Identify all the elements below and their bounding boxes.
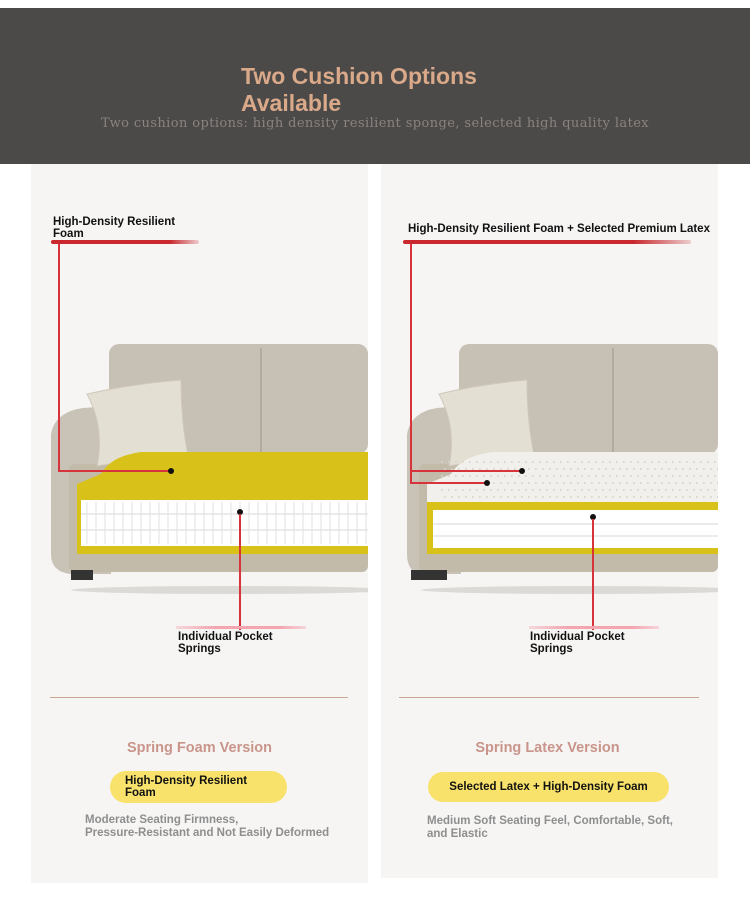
version-title: Spring Foam Version [126,740,273,756]
spring-latex-card [381,164,718,878]
sofa-latex-illustration [381,334,718,594]
foam-callout-dot [168,468,174,474]
banner-title-line2: Available [241,90,342,116]
version-title: Spring Latex Version [475,740,620,756]
desc-line1: Medium Soft Seating Feel, Comfortable, Soft, [427,815,673,827]
desc-line2: and Elastic [427,828,488,840]
foam-callout-underline [51,240,199,244]
latex-callout-vertical [410,244,412,484]
pill-line1: High-Density Resilient [125,775,248,787]
cushion-type-pill [110,771,287,803]
banner-title-line1: Two Cushion Options [241,63,477,89]
cushion-type-pill: Selected Latex + High-Density Foam [428,772,669,802]
spring-foam-card [31,164,368,883]
card-divider [50,697,348,698]
foam-callout-line1: High-Density Resilient [53,216,176,228]
pocket-springs [81,500,368,546]
springs-callout-vertical [239,514,241,630]
sofa-foam-illustration [31,334,368,594]
foam-callout-line2: Foam [53,228,84,240]
foam-callout-label [53,216,175,240]
latex-callout-dot-lower [484,480,490,486]
desc-line2: Pressure-Resistant and Not Easily Deformed [85,827,330,839]
foam-callout-vertical [58,244,60,472]
version-description [427,815,673,841]
pocket-springs [433,510,718,548]
card-divider [399,697,699,698]
latex-callout-label: High-Density Resilient Foam + Selected Premium Latex [408,223,710,235]
desc-line1: Moderate Seating Firmness, [85,814,239,826]
foam-callout-horizontal [58,470,171,472]
springs-callout-line1: Individual Pocket [530,631,625,643]
pill-line2: Foam [125,787,156,799]
latex-callout-horizontal-lower [410,482,487,484]
header-banner [0,8,750,164]
latex-callout-dot-upper [519,468,525,474]
banner-title [241,63,541,117]
latex-callout-underline [403,240,691,244]
springs-callout-line2: Springs [178,643,221,655]
springs-callout-line1: Individual Pocket [178,631,273,643]
springs-callout-underline [176,626,306,629]
version-description [85,814,329,840]
springs-callout-underline [529,626,659,629]
springs-callout-label [530,631,625,655]
springs-callout-vertical [592,519,594,630]
latex-layer [427,452,718,502]
springs-callout-label [178,631,273,655]
springs-callout-line2: Springs [530,643,573,655]
latex-callout-horizontal-upper [410,470,521,472]
banner-subtitle: Two cushion options: high density resilient sponge, selected high quality latex [100,116,650,131]
